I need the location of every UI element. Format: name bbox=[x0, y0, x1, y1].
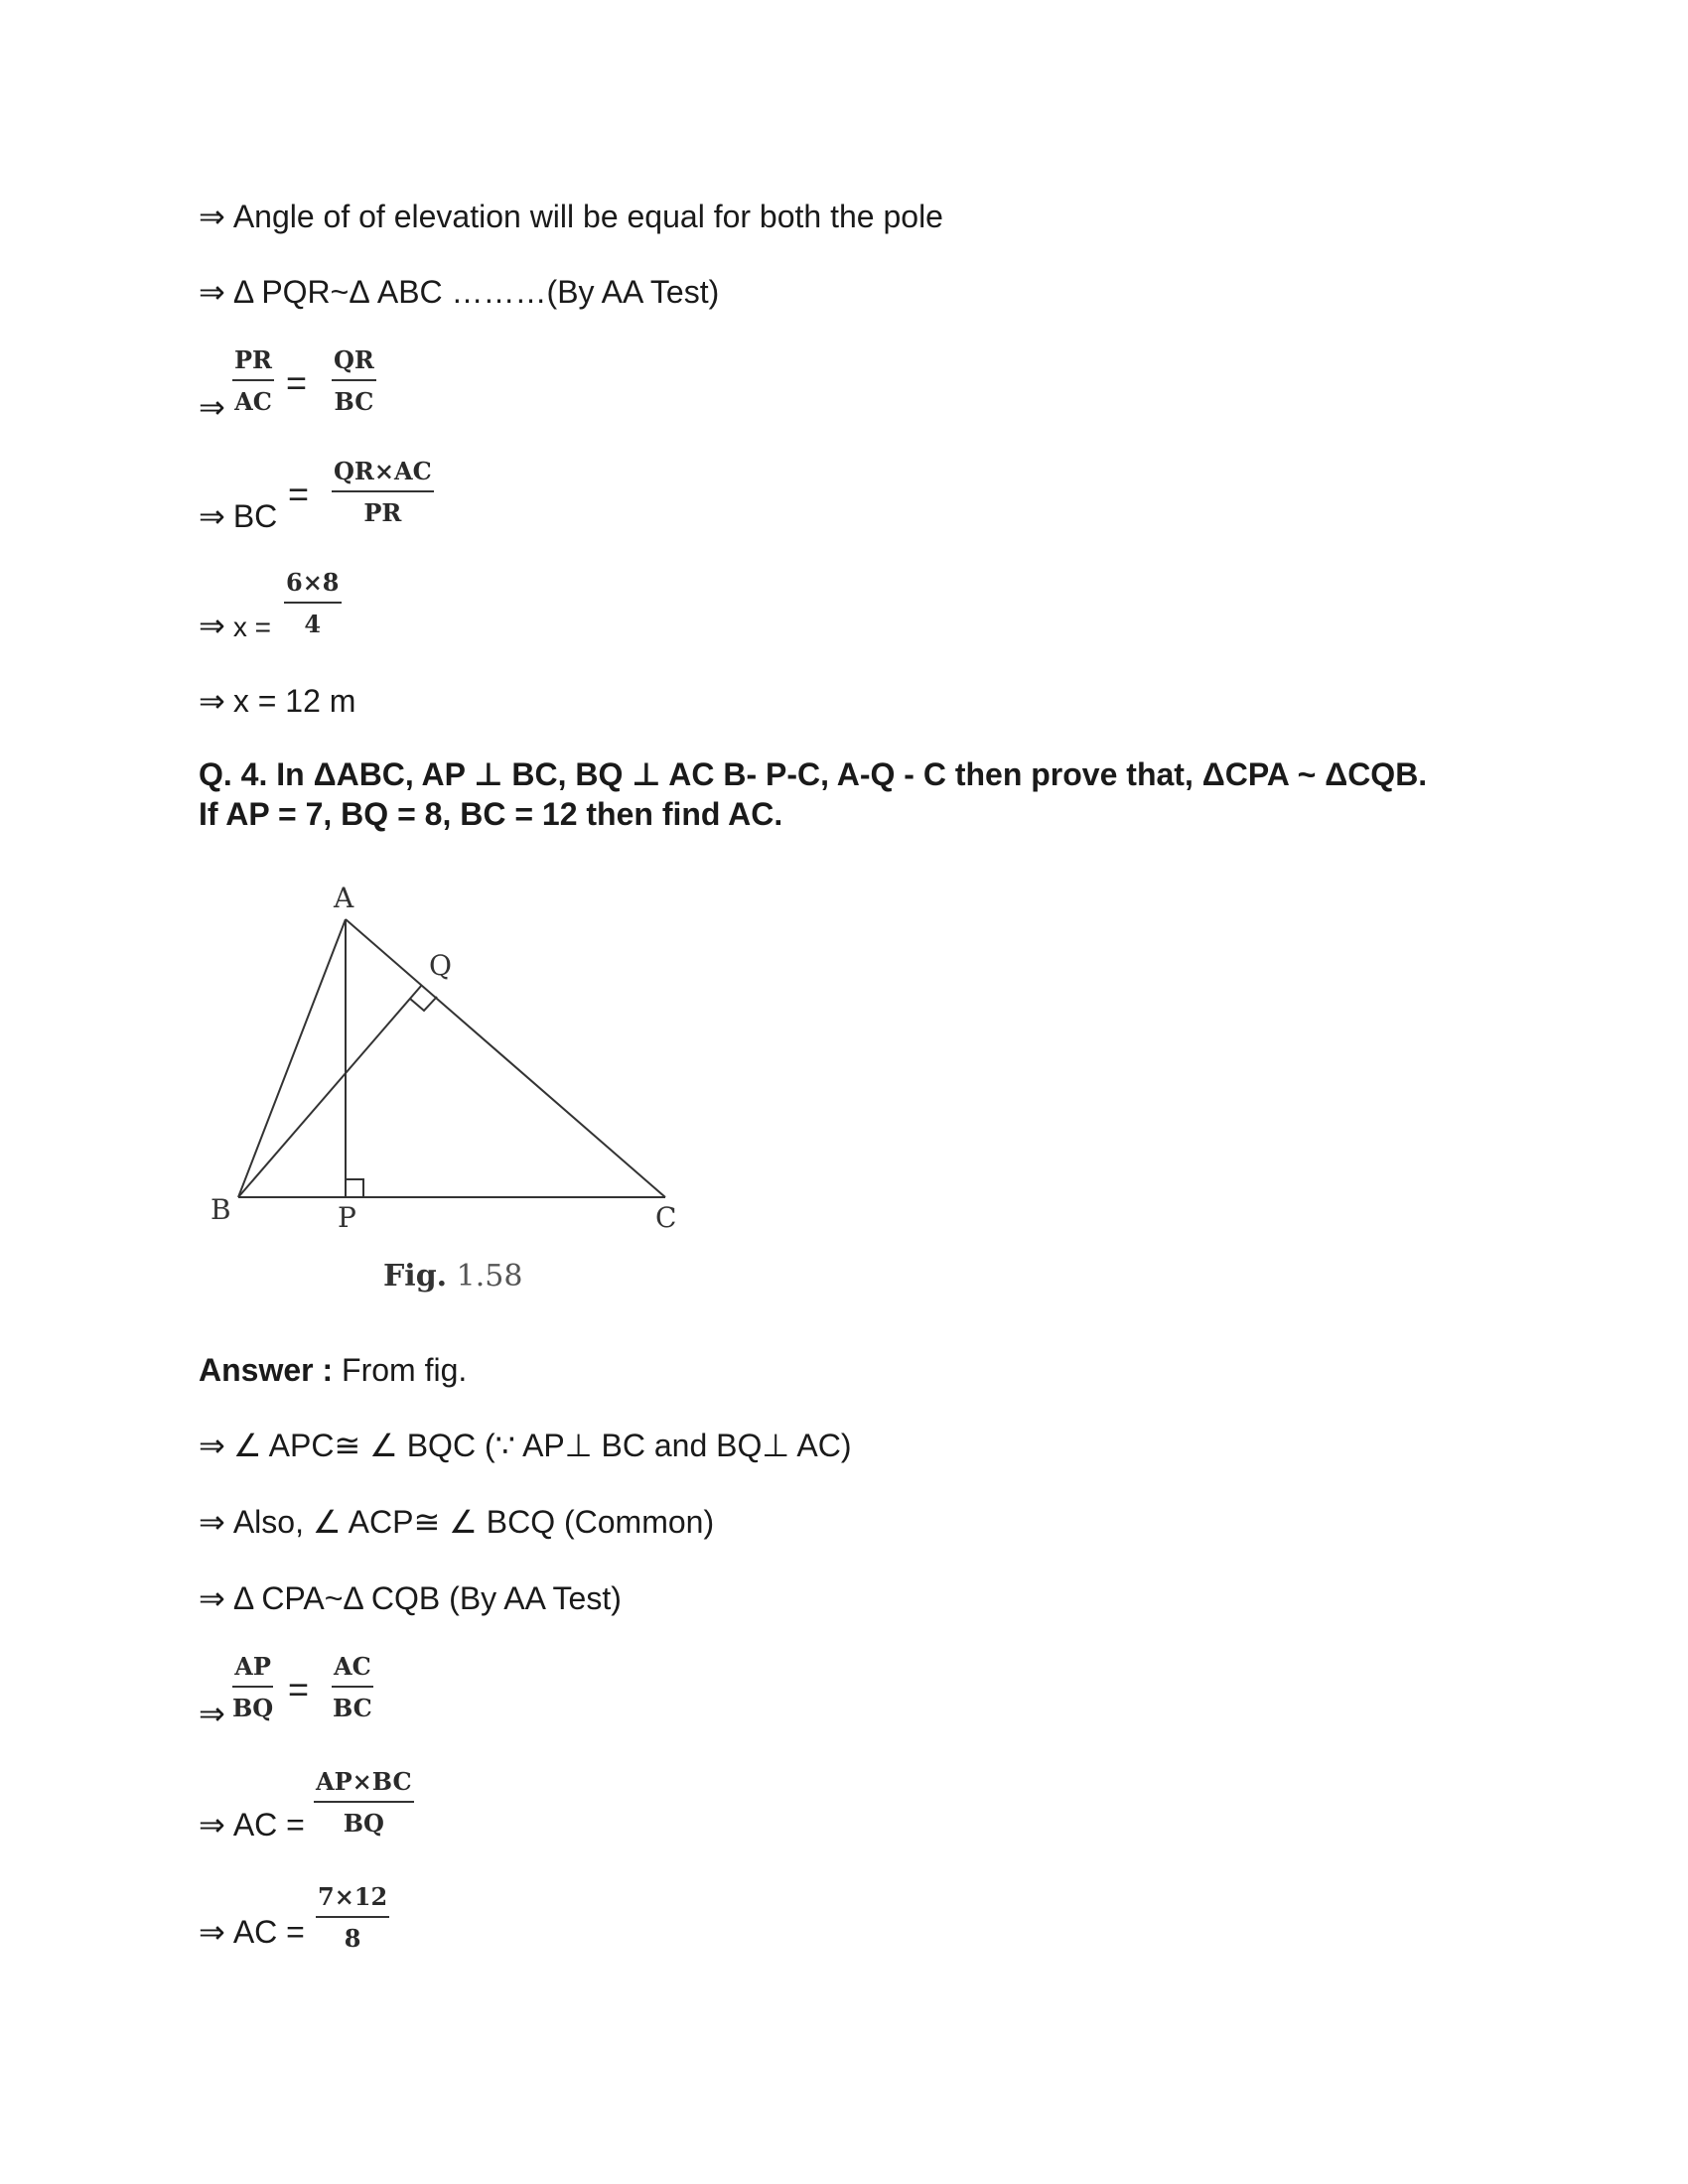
question-line-2: If AP = 7, BQ = 8, BC = 12 then find AC. bbox=[199, 796, 783, 832]
right-angle-mark-q bbox=[410, 997, 437, 1011]
implies-arrow: ⇒ bbox=[199, 1580, 225, 1616]
equals-sign: = bbox=[288, 1669, 310, 1709]
vertex-label-a: A bbox=[334, 882, 354, 914]
side-ac bbox=[346, 919, 665, 1197]
implies-arrow: ⇒ bbox=[199, 683, 225, 719]
answer-ratio-arrow bbox=[199, 1694, 233, 1733]
vertex-label-q: Q bbox=[429, 949, 452, 982]
equation-ratio-1-arrow bbox=[199, 387, 233, 427]
implies-arrow: ⇒ bbox=[199, 199, 225, 234]
fraction-qrac-pr: $\frac{QR\times AC}{PR}$ bbox=[334, 457, 432, 527]
fraction-7x12-8: $\frac{7\times 12}{8}$ bbox=[318, 1882, 388, 1953]
vertex-label-c: C bbox=[655, 1201, 677, 1231]
triangle-diagram bbox=[199, 874, 715, 1231]
answer-heading: Answer : From fig. bbox=[199, 1352, 468, 1388]
fraction-pr-ac: $\frac{PR}{AC}$ bbox=[234, 345, 272, 416]
implies-arrow: ⇒ bbox=[199, 1914, 225, 1950]
fraction-qr-bc: $\frac{QR}{BC}$ bbox=[334, 345, 374, 416]
vertex-label-b: B bbox=[211, 1193, 231, 1226]
implies-arrow: ⇒ bbox=[199, 608, 225, 643]
triangle-figure bbox=[199, 874, 715, 1236]
fraction-6x8-4: $\frac{6\times 8}{4}$ bbox=[286, 568, 340, 638]
equation-x-result: ⇒ x = 12 m bbox=[199, 683, 356, 719]
text-line-elevation: ⇒ Angle of of elevation will be equal for both the pole bbox=[199, 199, 943, 234]
implies-arrow: ⇒ bbox=[199, 389, 225, 425]
figure-caption: Fig. 1.58 bbox=[383, 1259, 523, 1294]
equation-bc-line: ⇒ BC bbox=[199, 498, 278, 534]
equals-sign: = bbox=[288, 474, 310, 514]
answer-ac-equation-1: ⇒ AC = bbox=[199, 1807, 305, 1843]
equals-sign: = bbox=[286, 362, 308, 403]
answer-line-3: ⇒ Δ CPA~Δ CQB (By AA Test) bbox=[199, 1580, 622, 1616]
implies-arrow: ⇒ bbox=[199, 1696, 225, 1731]
answer-ac-equation-2: ⇒ AC = bbox=[199, 1914, 305, 1950]
vertex-label-p: P bbox=[338, 1201, 356, 1231]
implies-arrow: ⇒ bbox=[199, 498, 225, 534]
fraction-apbc-bq: $\frac{AP\times BC}{BQ}$ bbox=[316, 1767, 412, 1838]
answer-line-2: ⇒ Also, ∠ ACP≅ ∠ BCQ (Common) bbox=[199, 1504, 715, 1540]
question-line-1: Q. 4. In ΔABC, AP ⊥ BC, BQ ⊥ AC B- P-C, A-Q - C then prove that, ΔCPA ~ ΔCQB. bbox=[199, 756, 1428, 792]
implies-arrow: ⇒ bbox=[199, 1428, 225, 1463]
equation-x-fraction-line: ⇒ x = bbox=[199, 608, 271, 643]
implies-arrow: ⇒ bbox=[199, 274, 225, 310]
altitude-bq bbox=[238, 985, 422, 1197]
question-4 bbox=[199, 754, 1509, 834]
answer-line-1: ⇒ ∠ APC≅ ∠ BQC (∵ AP⊥ BC and BQ⊥ AC) bbox=[199, 1428, 852, 1463]
answer-label: Answer : bbox=[199, 1352, 334, 1388]
fraction-ap-bq: $\frac{AP}{BQ}$ bbox=[232, 1652, 274, 1722]
fraction-ac-bc: $\frac{AC}{BC}$ bbox=[332, 1652, 372, 1722]
implies-arrow: ⇒ bbox=[199, 1807, 225, 1843]
implies-arrow: ⇒ bbox=[199, 1504, 225, 1540]
side-ab bbox=[238, 919, 346, 1197]
right-angle-mark-p bbox=[346, 1179, 363, 1197]
text-line-similarity-pqr-abc: ⇒ Δ PQR~Δ ABC ………(By AA Test) bbox=[199, 274, 720, 310]
